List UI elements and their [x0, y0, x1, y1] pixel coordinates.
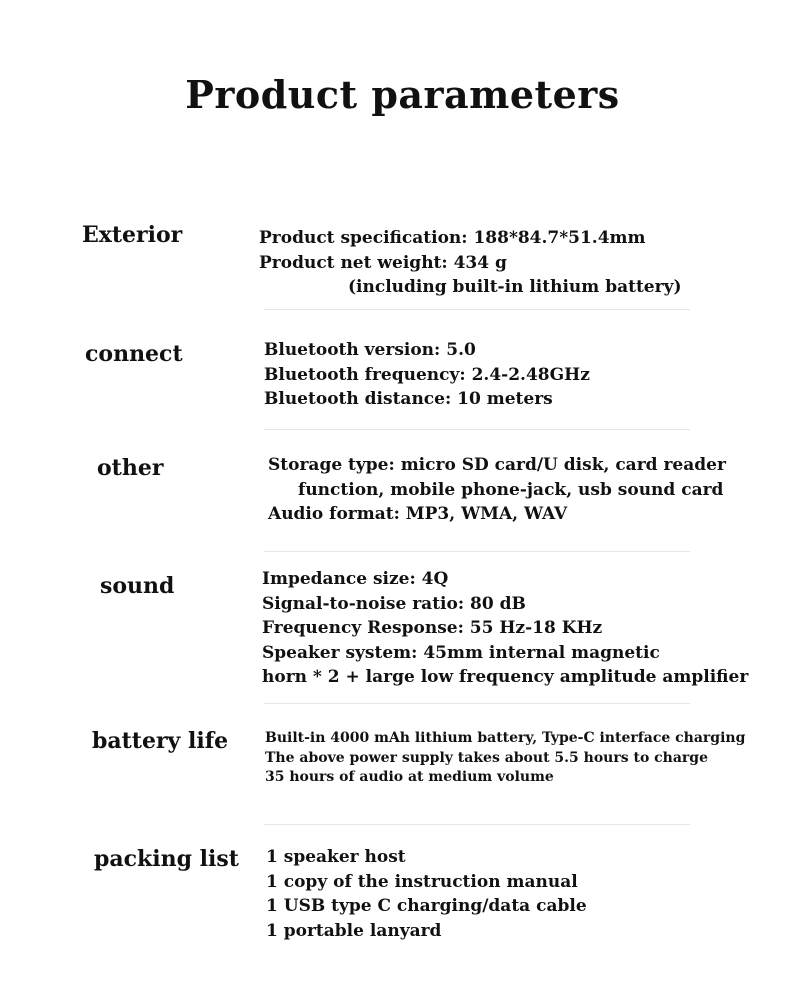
section-label-exterior: Exterior: [82, 222, 183, 248]
section-label-battery-life: battery life: [92, 728, 229, 754]
section-label-packing-list: packing list: [94, 846, 239, 872]
list-item: 1 speaker host: [266, 847, 406, 867]
section-exterior-specs: [259, 226, 682, 300]
spec-line: Audio format: MP3, WMA, WAV: [268, 504, 568, 524]
list-item: 1 USB type C charging/data cable: [266, 896, 587, 916]
spec-line: horn * 2 + large low frequency amplitude amplifier: [262, 667, 749, 687]
spec-line: Impedance size: 4Q: [262, 569, 449, 589]
section-connect-specs: [264, 338, 590, 412]
section-sound-specs: [262, 567, 748, 690]
spec-line: Product net weight: 434 g: [259, 252, 507, 273]
section-label-connect: connect: [85, 341, 183, 367]
section-label-sound: sound: [100, 573, 175, 599]
list-item: 1 portable lanyard: [266, 920, 442, 941]
section-divider: [264, 429, 690, 430]
page-title: Product parameters: [185, 72, 620, 117]
section-other-specs: [268, 453, 726, 527]
spec-line: Speaker system: 45mm internal magnetic: [262, 642, 660, 663]
spec-line: (including built-in lithium battery): [348, 277, 682, 297]
spec-line: Storage type: micro SD card/U disk, card reader: [268, 455, 726, 475]
spec-line: Bluetooth distance: 10 meters: [264, 389, 553, 409]
section-divider: [264, 703, 690, 704]
spec-line: Product specification: 188*84.7*51.4mm: [259, 228, 646, 248]
section-divider: [264, 824, 690, 825]
section-battery-life-specs: [265, 729, 745, 788]
section-label-other: other: [97, 455, 164, 481]
spec-line: Built-in 4000 mAh lithium battery, Type-C interface charging: [265, 730, 746, 746]
section-divider: [264, 551, 690, 552]
spec-line: Frequency Response: 55 Hz-18 KHz: [262, 618, 603, 638]
spec-line: function, mobile phone-jack, usb sound card: [298, 479, 724, 500]
spec-line: The above power supply takes about 5.5 hours to charge: [265, 749, 708, 766]
spec-line: 35 hours of audio at medium volume: [265, 769, 554, 785]
list-item: 1 copy of the instruction manual: [266, 871, 578, 892]
spec-line: Bluetooth frequency: 2.4-2.48GHz: [264, 364, 590, 385]
section-divider: [264, 309, 690, 310]
spec-line: Bluetooth version: 5.0: [264, 340, 476, 360]
section-packing-list-items: [266, 845, 587, 943]
spec-line: Signal-to-noise ratio: 80 dB: [262, 593, 526, 614]
